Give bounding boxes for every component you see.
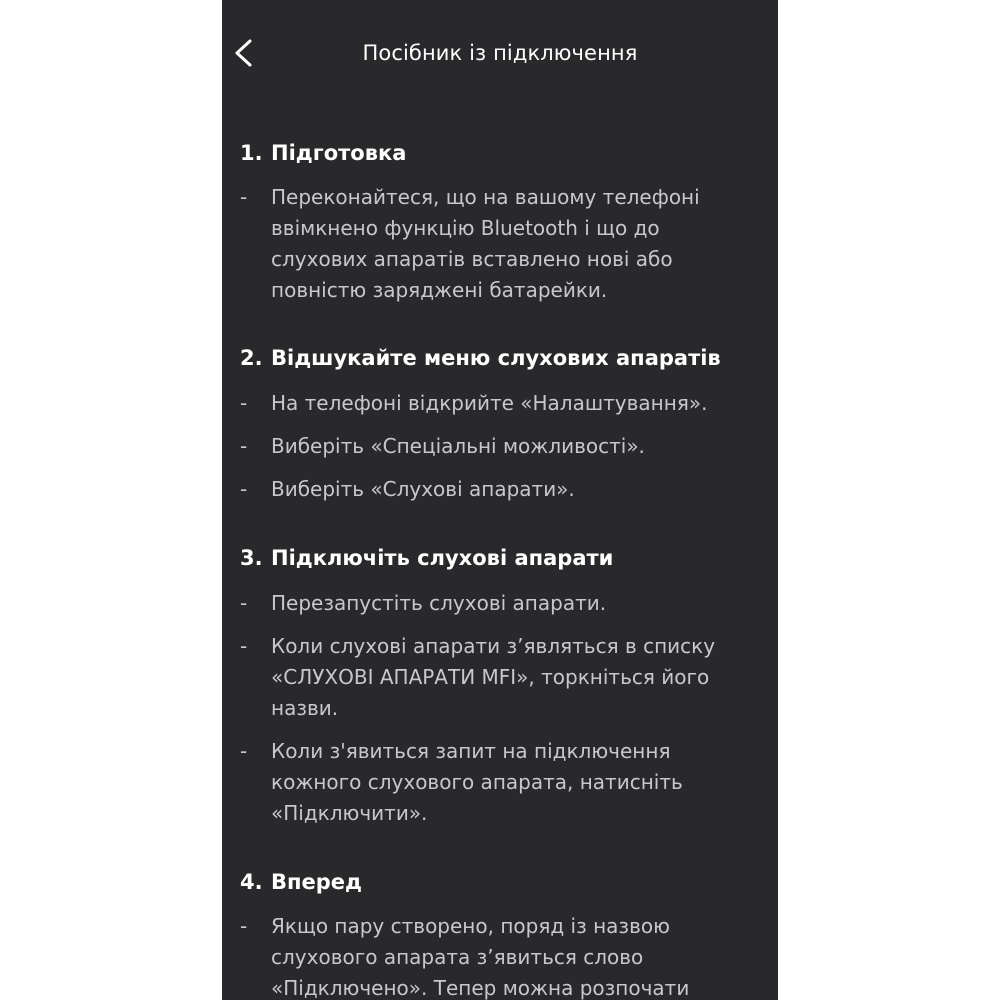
dash-bullet: - bbox=[240, 434, 248, 458]
dash-bullet: - bbox=[240, 477, 248, 501]
section-heading-connect bbox=[240, 543, 770, 573]
list-item bbox=[240, 911, 760, 1000]
dash-bullet: - bbox=[240, 914, 248, 938]
page-title: Посібник із підключення bbox=[362, 41, 638, 65]
app-screen bbox=[222, 0, 778, 1000]
list-item-text: Виберіть «Спеціальні можливості». bbox=[271, 434, 645, 458]
dash-bullet: - bbox=[240, 185, 248, 209]
list-item bbox=[240, 588, 760, 619]
list-item-text: Виберіть «Слухові апарати». bbox=[271, 477, 575, 501]
list-item bbox=[240, 431, 760, 462]
list-item bbox=[240, 736, 760, 829]
list-item-text: Перезапустіть слухові апарати. bbox=[271, 591, 607, 615]
list-item-text: Коли слухові апарати з’являться в списку «СЛУХОВІ АПАРАТИ MFI», торкніться його назви. bbox=[271, 634, 716, 720]
section-number: 2. bbox=[240, 346, 263, 370]
section-heading-preparation bbox=[240, 138, 770, 168]
list-item-text: Якщо пару створено, поряд із назвою слухового апарата з’явиться слово «Підключено». Тепер можна розпочати bbox=[271, 914, 690, 1000]
dash-bullet: - bbox=[240, 391, 248, 415]
header-bar bbox=[222, 0, 778, 106]
section-number: 1. bbox=[240, 141, 263, 165]
list-item bbox=[240, 388, 760, 419]
list-item bbox=[240, 474, 760, 505]
list-item-text: Переконайтеся, що на вашому телефоні ввімкнено функцію Bluetooth і що до слухових апаратів вставлено нові або повністю заряджені батарейки. bbox=[271, 185, 700, 302]
section-number: 4. bbox=[240, 870, 263, 894]
dash-bullet: - bbox=[240, 591, 248, 615]
section-heading-find-menu bbox=[240, 343, 770, 373]
section-title: Підготовка bbox=[271, 141, 407, 165]
section-number: 3. bbox=[240, 546, 263, 570]
list-item-text: На телефоні відкрийте «Налаштування». bbox=[271, 391, 708, 415]
list-item bbox=[240, 182, 760, 306]
section-title: Відшукайте меню слухових апаратів bbox=[271, 346, 721, 370]
section-heading-go bbox=[240, 867, 770, 897]
dash-bullet: - bbox=[240, 634, 248, 658]
dash-bullet: - bbox=[240, 739, 248, 763]
list-item-text: Коли з'явиться запит на підключення кожного слухового апарата, натисніть «Підключити». bbox=[271, 739, 683, 825]
section-title: Підключіть слухові апарати bbox=[271, 546, 614, 570]
list-item bbox=[240, 631, 760, 724]
section-title: Вперед bbox=[271, 870, 362, 894]
